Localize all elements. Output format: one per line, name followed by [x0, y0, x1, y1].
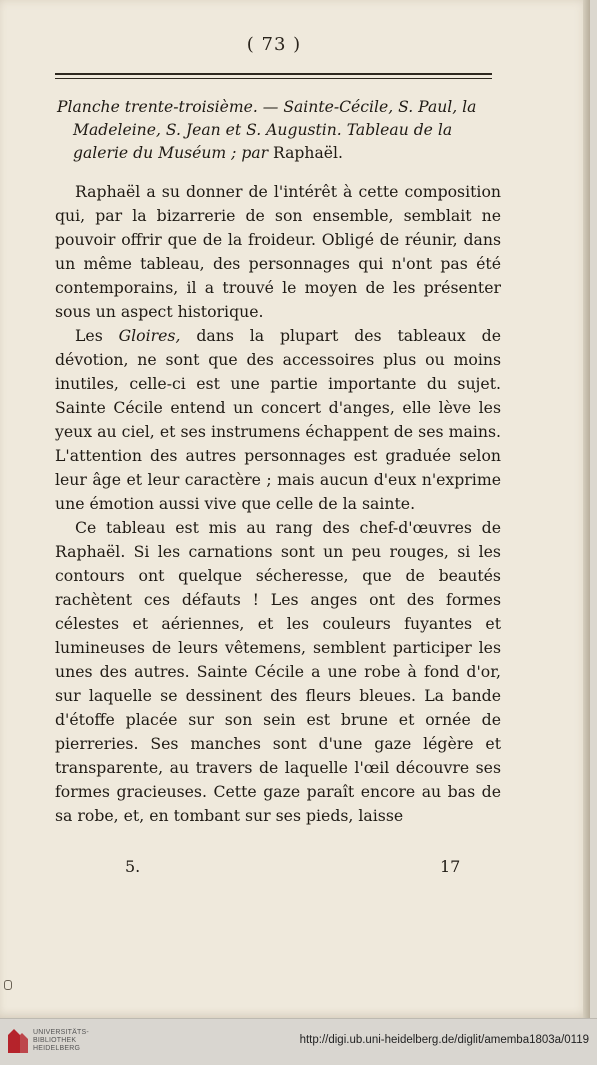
- caption-author: Raphaël.: [273, 144, 343, 162]
- caption-line-3-italic: galerie du Muséum ; par: [73, 144, 274, 162]
- caption-line-1: Planche trente-troisième. — Sainte-Cécile, S. Paul, la: [57, 98, 477, 116]
- university-logo-icon: [6, 1027, 30, 1055]
- scan-marker-icon: [4, 980, 12, 990]
- header-rule-thin: [55, 78, 492, 79]
- page-spine: [583, 0, 590, 1018]
- library-line-2: BIBLIOTHEK: [33, 1037, 77, 1044]
- viewer-footer-bar: [0, 1018, 597, 1065]
- paragraph-2-emphasis: Gloires,: [118, 326, 181, 345]
- paragraph-2-rest: dans la plupart des tableaux de dévotion, ne sont que des accessoires plus ou moins inutiles, celle-ci est une partie importante du sujet. Sainte Cécile entend un concert d'anges, elle lève les yeux au ciel, et ses instrumens échappent de ses mains. L'attention des autres personnages est graduée selon leur âge et leur caractère ; mais aucun d'eux n'exprime une émotion aussi vive que celle de la sainte.: [55, 326, 501, 513]
- library-name: [33, 1029, 89, 1053]
- caption-line-3: [55, 142, 500, 165]
- source-url-link[interactable]: http://digi.ub.uni-heidelberg.de/diglit/amemba1803a/0119: [299, 1034, 589, 1046]
- paragraph-2: [55, 324, 501, 516]
- plate-caption: [55, 96, 500, 165]
- page-number-header: ( 73 ): [246, 34, 302, 55]
- header-rule-thick: [55, 73, 492, 75]
- body-text: [55, 180, 501, 828]
- caption-line-2: Madeleine, S. Jean et S. Augustin. Tableau de la: [73, 121, 453, 139]
- paragraph-1: Raphaël a su donner de l'intérêt à cette composition qui, par la bizarrerie de son ensemble, semblait ne pouvoir offrir que de la froideur. Obligé de réunir, dans un même tableau, des personnages qui n'ont pas été contemporains, il a trouvé le moyen de les présenter sous un aspect historique.: [55, 182, 501, 321]
- library-line-1: UNIVERSITÄTS-: [33, 1029, 89, 1036]
- library-line-3: HEIDELBERG: [33, 1045, 81, 1052]
- volume-number: 5.: [125, 857, 141, 876]
- paragraph-2-start: Les: [75, 326, 119, 345]
- signature-mark: 17: [440, 857, 461, 876]
- paragraph-3: Ce tableau est mis au rang des chef-d'œuvres de Raphaël. Si les carnations sont un peu rouges, si les contours ont quelque sécheresse, que de beautés rachètent ces défauts ! Les anges ont des formes célestes et aériennes, et les couleurs fuyantes et lumineuses de leurs vêtemens, semblent participer les unes des autres. Sainte Cécile a une robe à fond d'or, sur laquelle se dessinent des fleurs bleues. La bande d'étoffe placée sur son sein est brune et ornée de pierreries. Ses manches sont d'une gaze légère et transparente, au travers de laquelle l'œil découvre ses formes gracieuses. Cette gaze paraît encore au bas de sa robe, et, en tombant sur ses pieds, laisse: [55, 518, 501, 825]
